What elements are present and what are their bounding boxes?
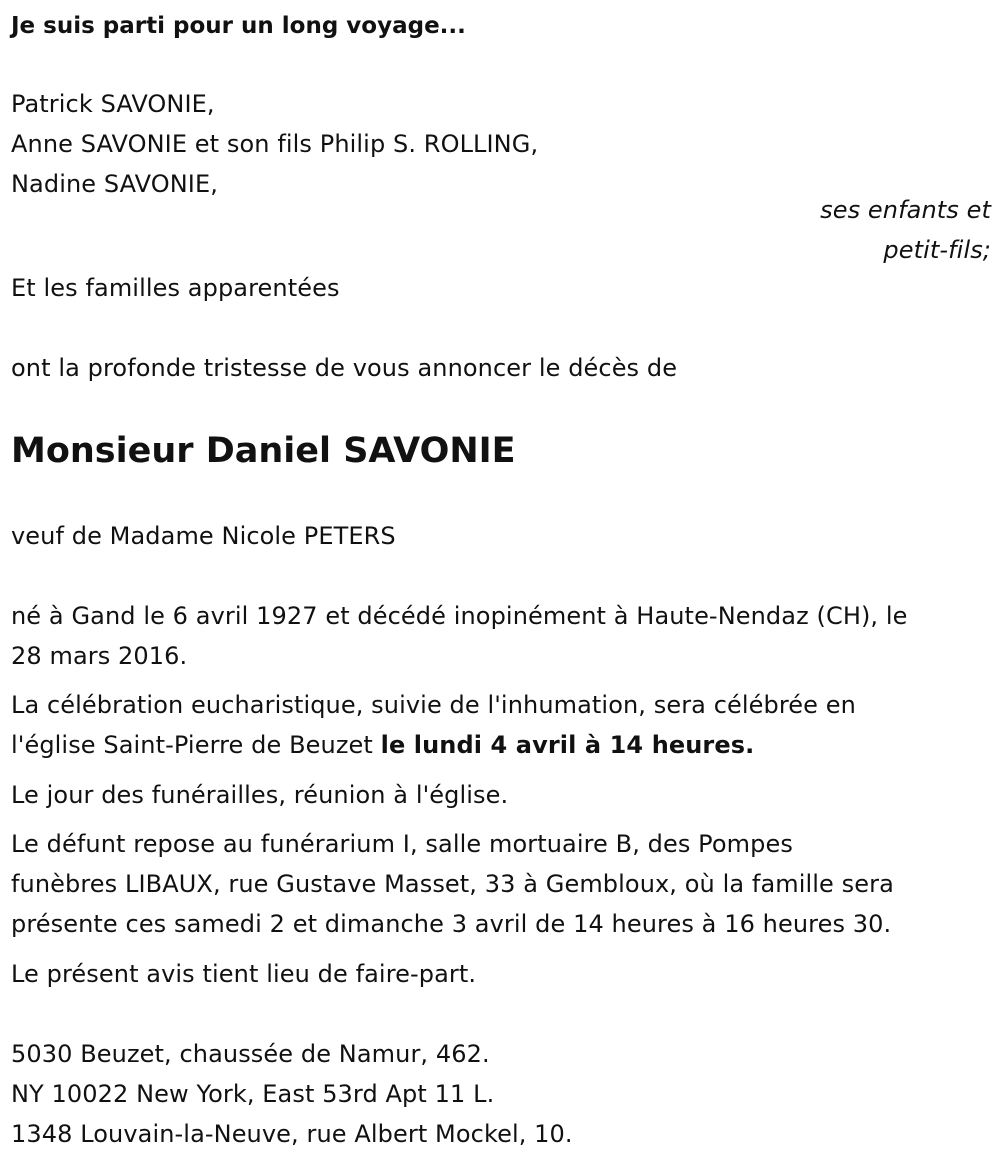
- celebration-church: l'église Saint-Pierre de Beuzet: [11, 731, 381, 759]
- birth-death-line-2: 28 mars 2016.: [11, 642, 188, 670]
- opening-phrase: Je suis parti pour un long voyage...: [11, 13, 466, 39]
- repose-line-3: présente ces samedi 2 et dimanche 3 avril de 14 heures à 16 heures 30.: [11, 910, 892, 938]
- funeral-day-line: Le jour des funérailles, réunion à l'église.: [11, 781, 509, 809]
- family-member-3: Nadine SAVONIE,: [11, 170, 218, 198]
- widower-line: veuf de Madame Nicole PETERS: [11, 522, 396, 550]
- family-member-1: Patrick SAVONIE,: [11, 90, 215, 118]
- notice-line: Le présent avis tient lieu de faire-part.: [11, 960, 477, 988]
- relation-line-1: ses enfants et: [820, 196, 991, 224]
- address-2: NY 10022 New York, East 53rd Apt 11 L.: [11, 1080, 495, 1108]
- relatives-line: Et les familles apparentées: [11, 274, 340, 302]
- celebration-line-1: La célébration eucharistique, suivie de l'inhumation, sera célébrée en: [11, 691, 856, 719]
- celebration-date: le lundi 4 avril à 14 heures.: [380, 731, 755, 759]
- deceased-name: Monsieur Daniel SAVONIE: [11, 431, 516, 471]
- repose-line-1: Le défunt repose au funérarium I, salle mortuaire B, des Pompes: [11, 830, 793, 858]
- announcement-line: ont la profonde tristesse de vous annoncer le décès de: [11, 354, 678, 382]
- repose-line-2: funèbres LIBAUX, rue Gustave Masset, 33 à Gembloux, où la famille sera: [11, 870, 894, 898]
- birth-death-line-1: né à Gand le 6 avril 1927 et décédé inopinément à Haute-Nendaz (CH), le: [11, 602, 908, 630]
- address-3: 1348 Louvain-la-Neuve, rue Albert Mockel, 10.: [11, 1120, 573, 1148]
- obituary-notice: [11, 0, 991, 1168]
- address-1: 5030 Beuzet, chaussée de Namur, 462.: [11, 1040, 490, 1068]
- family-member-2: Anne SAVONIE et son fils Philip S. ROLLING,: [11, 130, 539, 158]
- relation-line-2: petit-fils;: [883, 236, 991, 264]
- celebration-line-2: [11, 725, 754, 765]
